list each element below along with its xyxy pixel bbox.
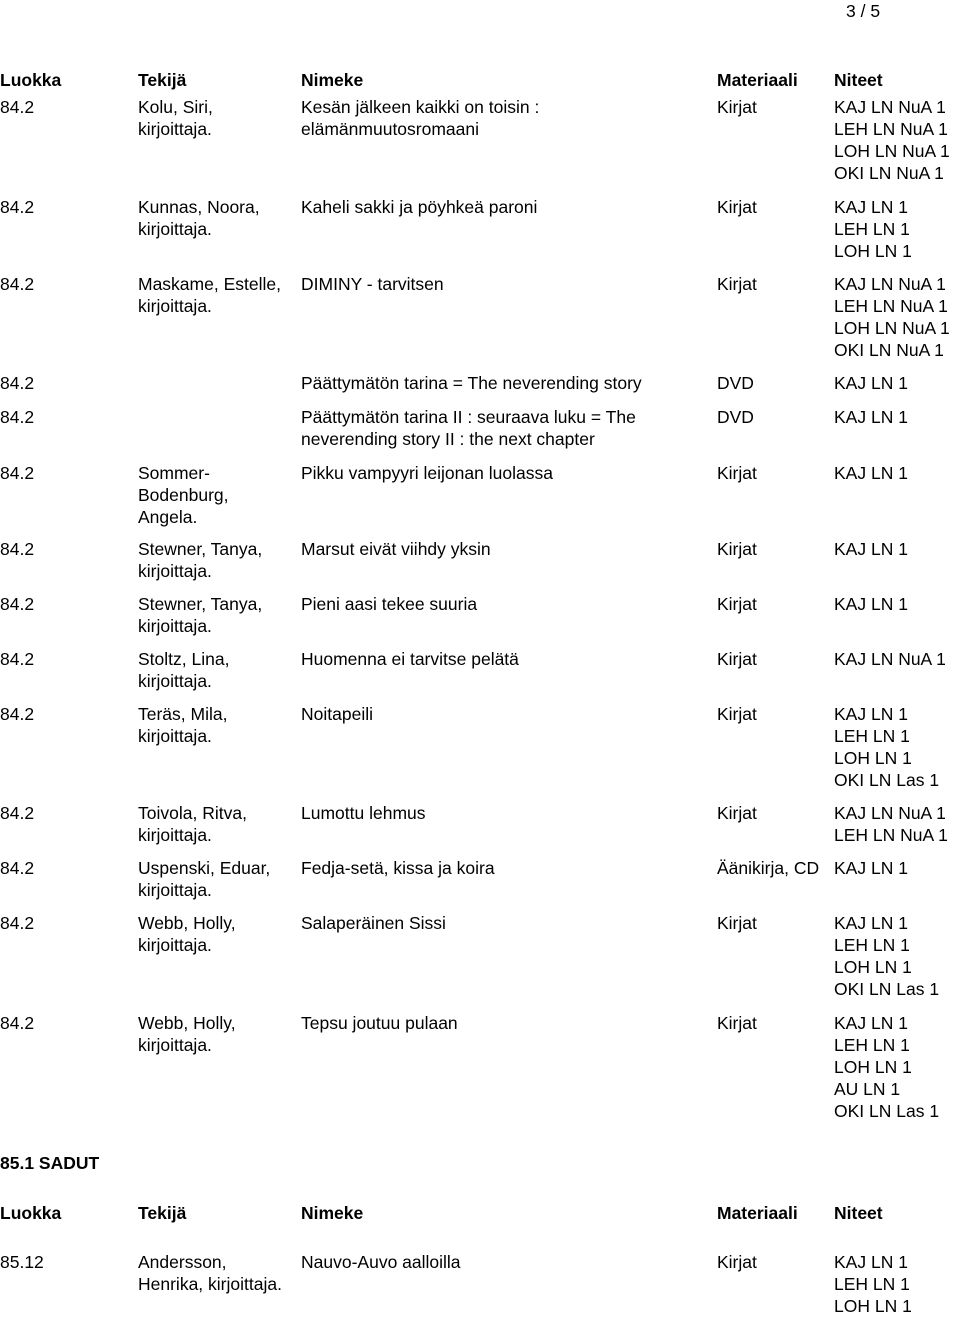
cell-nimeke: [301, 1251, 701, 1273]
cell-tekija: [138, 196, 298, 240]
cell-niteet-line: KAJ LN 1: [834, 463, 908, 483]
cell-luokka-text: 84.2: [0, 704, 35, 724]
cell-niteet: [834, 462, 960, 484]
cell-niteet-line: KAJ LN 1: [834, 373, 908, 393]
cell-tekija: [138, 96, 298, 140]
cell-luokka: [0, 372, 130, 394]
cell-materiaali-text: Kirjat: [717, 704, 757, 724]
cell-materiaali: [717, 912, 835, 934]
cell-materiaali: [717, 857, 835, 879]
header-nimeke: Nimeke: [301, 70, 364, 90]
cell-nimeke-line: Huomenna ei tarvitse pelätä: [301, 649, 519, 669]
cell-nimeke-line: DIMINY - tarvitsen: [301, 274, 444, 294]
cell-tekija: [138, 538, 298, 582]
cell-niteet-line: KAJ LN NuA 1: [834, 97, 946, 117]
cell-niteet-line: KAJ LN 1: [834, 1252, 908, 1272]
cell-nimeke-line: Marsut eivät viihdy yksin: [301, 539, 491, 559]
cell-materiaali-text: Äänikirja, CD: [717, 858, 820, 878]
cell-materiaali: [717, 196, 835, 218]
cell-materiaali-text: Kirjat: [717, 913, 757, 933]
cell-materiaali: [717, 703, 835, 725]
cell-luokka-text: 84.2: [0, 407, 35, 427]
cell-niteet: [834, 857, 960, 879]
cell-niteet-line: KAJ LN NuA 1: [834, 274, 946, 294]
section-title-sadut: 85.1 SADUT: [0, 1153, 100, 1173]
cell-nimeke-line: Päättymätön tarina = The neverending story: [301, 373, 642, 393]
cell-luokka: [0, 802, 130, 824]
cell-nimeke: [301, 372, 701, 394]
cell-nimeke-line: Noitapeili: [301, 704, 373, 724]
cell-tekija-line: Uspenski, Eduar,: [138, 858, 271, 878]
header-niteet: Niteet: [834, 70, 883, 90]
cell-luokka: [0, 406, 130, 428]
cell-luokka-text: 84.2: [0, 463, 35, 483]
cell-niteet-line: LEH LN 1: [834, 726, 910, 746]
cell-tekija-line: kirjoittaja.: [138, 561, 212, 581]
cell-niteet: [834, 538, 960, 560]
cell-tekija-line: kirjoittaja.: [138, 935, 212, 955]
cell-niteet-line: OKI LN NuA 1: [834, 163, 944, 183]
cell-tekija-line: kirjoittaja.: [138, 671, 212, 691]
cell-luokka: [0, 96, 130, 118]
table-header: [0, 69, 960, 91]
cell-tekija-line: kirjoittaja.: [138, 1035, 212, 1055]
header-luokka: Luokka: [0, 70, 62, 90]
cell-materiaali-text: Kirjat: [717, 594, 757, 614]
cell-niteet-line: LEH LN 1: [834, 1035, 910, 1055]
cell-niteet-line: AU LN 1: [834, 1079, 901, 1099]
cell-luokka-text: 84.2: [0, 97, 35, 117]
cell-tekija-line: Webb, Holly,: [138, 1013, 236, 1033]
page-number: 3 / 5: [846, 1, 881, 21]
cell-tekija: [138, 802, 298, 846]
header-niteet: Niteet: [834, 1203, 883, 1223]
header-materiaali: Materiaali: [717, 70, 798, 90]
cell-niteet-line: LOH LN 1: [834, 1296, 912, 1316]
cell-luokka: [0, 857, 130, 879]
table-header-2: [0, 1202, 960, 1224]
cell-luokka-text: 84.2: [0, 1013, 35, 1033]
cell-tekija-line: Toivola, Ritva,: [138, 803, 247, 823]
cell-nimeke-line: neverending story II : the next chapter: [301, 429, 595, 449]
cell-nimeke: [301, 703, 701, 725]
cell-tekija-line: kirjoittaja.: [138, 219, 212, 239]
cell-niteet-line: LOH LN NuA 1: [834, 318, 950, 338]
cell-niteet-line: KAJ LN NuA 1: [834, 649, 946, 669]
cell-niteet-line: OKI LN NuA 1: [834, 340, 944, 360]
cell-nimeke: [301, 196, 701, 218]
cell-luokka-text: 84.2: [0, 539, 35, 559]
cell-tekija: [138, 462, 298, 528]
cell-nimeke-line: elämänmuutosromaani: [301, 119, 480, 139]
cell-nimeke-line: Lumottu lehmus: [301, 803, 426, 823]
cell-niteet-line: KAJ LN 1: [834, 858, 908, 878]
cell-luokka-text: 85.12: [0, 1252, 44, 1272]
cell-nimeke: [301, 593, 701, 615]
cell-luokka-text: 84.2: [0, 649, 35, 669]
cell-niteet: [834, 802, 960, 846]
cell-luokka-text: 84.2: [0, 197, 35, 217]
cell-nimeke-line: Fedja-setä, kissa ja koira: [301, 858, 495, 878]
cell-luokka-text: 84.2: [0, 594, 35, 614]
cell-luokka: [0, 593, 130, 615]
cell-niteet: [834, 406, 960, 428]
cell-niteet-line: LOH LN NuA 1: [834, 141, 950, 161]
cell-nimeke: [301, 273, 701, 295]
cell-tekija-line: kirjoittaja.: [138, 296, 212, 316]
cell-materiaali-text: Kirjat: [717, 97, 757, 117]
cell-luokka-text: 84.2: [0, 858, 35, 878]
cell-nimeke-line: Nauvo-Auvo aalloilla: [301, 1252, 461, 1272]
cell-niteet-line: KAJ LN 1: [834, 539, 908, 559]
cell-materiaali: [717, 648, 835, 670]
cell-niteet: [834, 648, 960, 670]
cell-luokka: [0, 273, 130, 295]
cell-materiaali: [717, 462, 835, 484]
cell-materiaali-text: Kirjat: [717, 463, 757, 483]
cell-niteet: [834, 1012, 960, 1122]
cell-nimeke: [301, 1012, 701, 1034]
cell-luokka-text: 84.2: [0, 803, 35, 823]
cell-tekija: [138, 1251, 298, 1295]
cell-niteet: [834, 912, 960, 1000]
cell-niteet-line: KAJ LN NuA 1: [834, 803, 946, 823]
cell-tekija-line: kirjoittaja.: [138, 880, 212, 900]
cell-materiaali-text: Kirjat: [717, 197, 757, 217]
cell-niteet-line: KAJ LN 1: [834, 1013, 908, 1033]
cell-tekija: [138, 273, 298, 317]
cell-tekija-line: Stoltz, Lina,: [138, 649, 230, 669]
cell-tekija: [138, 912, 298, 956]
cell-tekija-line: kirjoittaja.: [138, 726, 212, 746]
cell-niteet-line: KAJ LN 1: [834, 197, 908, 217]
cell-materiaali: [717, 1251, 835, 1273]
cell-niteet: [834, 1251, 960, 1317]
cell-tekija: [138, 1012, 298, 1056]
cell-materiaali: [717, 273, 835, 295]
cell-luokka: [0, 462, 130, 484]
cell-niteet: [834, 273, 960, 361]
cell-niteet-line: KAJ LN 1: [834, 704, 908, 724]
header-luokka: Luokka: [0, 1203, 62, 1223]
cell-niteet: [834, 372, 960, 394]
cell-niteet: [834, 196, 960, 262]
cell-tekija-line: Henrika, kirjoittaja.: [138, 1274, 282, 1294]
cell-nimeke-line: Kaheli sakki ja pöyhkeä paroni: [301, 197, 538, 217]
cell-nimeke-line: Päättymätön tarina II : seuraava luku = The: [301, 407, 636, 427]
header-tekija: Tekijä: [138, 70, 187, 90]
cell-luokka: [0, 538, 130, 560]
cell-niteet-line: KAJ LN 1: [834, 913, 908, 933]
cell-materiaali-text: Kirjat: [717, 1013, 757, 1033]
cell-nimeke: [301, 802, 701, 824]
cell-materiaali-text: Kirjat: [717, 803, 757, 823]
cell-nimeke: [301, 538, 701, 560]
cell-nimeke: [301, 406, 701, 450]
cell-niteet-line: LEH LN 1: [834, 219, 910, 239]
cell-niteet-line: LOH LN 1: [834, 748, 912, 768]
cell-tekija-line: kirjoittaja.: [138, 825, 212, 845]
cell-materiaali: [717, 96, 835, 118]
cell-nimeke: [301, 96, 701, 140]
cell-luokka: [0, 196, 130, 218]
cell-luokka-text: 84.2: [0, 373, 35, 393]
cell-nimeke: [301, 857, 701, 879]
cell-tekija-line: Sommer-: [138, 463, 210, 483]
cell-materiaali-text: DVD: [717, 373, 754, 393]
cell-tekija-line: Maskame, Estelle,: [138, 274, 281, 294]
cell-tekija-line: Kolu, Siri,: [138, 97, 213, 117]
cell-tekija: [138, 593, 298, 637]
cell-luokka: [0, 648, 130, 670]
cell-niteet-line: OKI LN Las 1: [834, 979, 940, 999]
cell-nimeke-line: Pieni aasi tekee suuria: [301, 594, 478, 614]
cell-materiaali-text: Kirjat: [717, 274, 757, 294]
cell-niteet-line: LOH LN 1: [834, 1057, 912, 1077]
cell-niteet-line: KAJ LN 1: [834, 407, 908, 427]
cell-tekija-line: Stewner, Tanya,: [138, 594, 263, 614]
cell-materiaali-text: Kirjat: [717, 1252, 757, 1272]
cell-nimeke: [301, 462, 701, 484]
cell-materiaali: [717, 538, 835, 560]
cell-luokka-text: 84.2: [0, 913, 35, 933]
header-materiaali: Materiaali: [717, 1203, 798, 1223]
cell-tekija-line: Andersson,: [138, 1252, 227, 1272]
cell-tekija-line: Stewner, Tanya,: [138, 539, 263, 559]
cell-tekija-line: Teräs, Mila,: [138, 704, 228, 724]
cell-niteet: [834, 703, 960, 791]
cell-materiaali: [717, 372, 835, 394]
cell-niteet-line: LEH LN NuA 1: [834, 296, 948, 316]
cell-materiaali: [717, 802, 835, 824]
header-tekija: Tekijä: [138, 1203, 187, 1223]
cell-nimeke-line: Pikku vampyyri leijonan luolassa: [301, 463, 553, 483]
cell-luokka: [0, 703, 130, 725]
cell-niteet-line: OKI LN Las 1: [834, 770, 940, 790]
cell-niteet-line: LEH LN 1: [834, 935, 910, 955]
cell-niteet-line: KAJ LN 1: [834, 594, 908, 614]
cell-tekija-line: Bodenburg,: [138, 485, 229, 505]
cell-materiaali: [717, 593, 835, 615]
cell-nimeke-line: Kesän jälkeen kaikki on toisin :: [301, 97, 540, 117]
header-nimeke: Nimeke: [301, 1203, 364, 1223]
cell-materiaali-text: DVD: [717, 407, 754, 427]
cell-luokka-text: 84.2: [0, 274, 35, 294]
cell-niteet-line: LOH LN 1: [834, 957, 912, 977]
cell-niteet-line: OKI LN Las 1: [834, 1101, 940, 1121]
cell-niteet-line: LOH LN 1: [834, 241, 912, 261]
cell-tekija-line: Kunnas, Noora,: [138, 197, 260, 217]
cell-tekija: [138, 857, 298, 901]
cell-tekija: [138, 648, 298, 692]
cell-niteet: [834, 593, 960, 615]
cell-materiaali: [717, 1012, 835, 1034]
cell-nimeke-line: Tepsu joutuu pulaan: [301, 1013, 458, 1033]
cell-nimeke: [301, 648, 701, 670]
cell-nimeke-line: Salaperäinen Sissi: [301, 913, 446, 933]
cell-tekija-line: Angela.: [138, 507, 198, 527]
cell-materiaali-text: Kirjat: [717, 539, 757, 559]
cell-niteet-line: LEH LN NuA 1: [834, 119, 948, 139]
cell-luokka: [0, 1251, 130, 1273]
cell-tekija-line: kirjoittaja.: [138, 119, 212, 139]
cell-materiaali: [717, 406, 835, 428]
cell-niteet: [834, 96, 960, 184]
cell-luokka: [0, 912, 130, 934]
cell-niteet-line: LEH LN NuA 1: [834, 825, 948, 845]
cell-tekija: [138, 703, 298, 747]
cell-materiaali-text: Kirjat: [717, 649, 757, 669]
cell-niteet-line: LEH LN 1: [834, 1274, 910, 1294]
cell-tekija-line: Webb, Holly,: [138, 913, 236, 933]
cell-nimeke: [301, 912, 701, 934]
cell-tekija-line: kirjoittaja.: [138, 616, 212, 636]
cell-luokka: [0, 1012, 130, 1034]
